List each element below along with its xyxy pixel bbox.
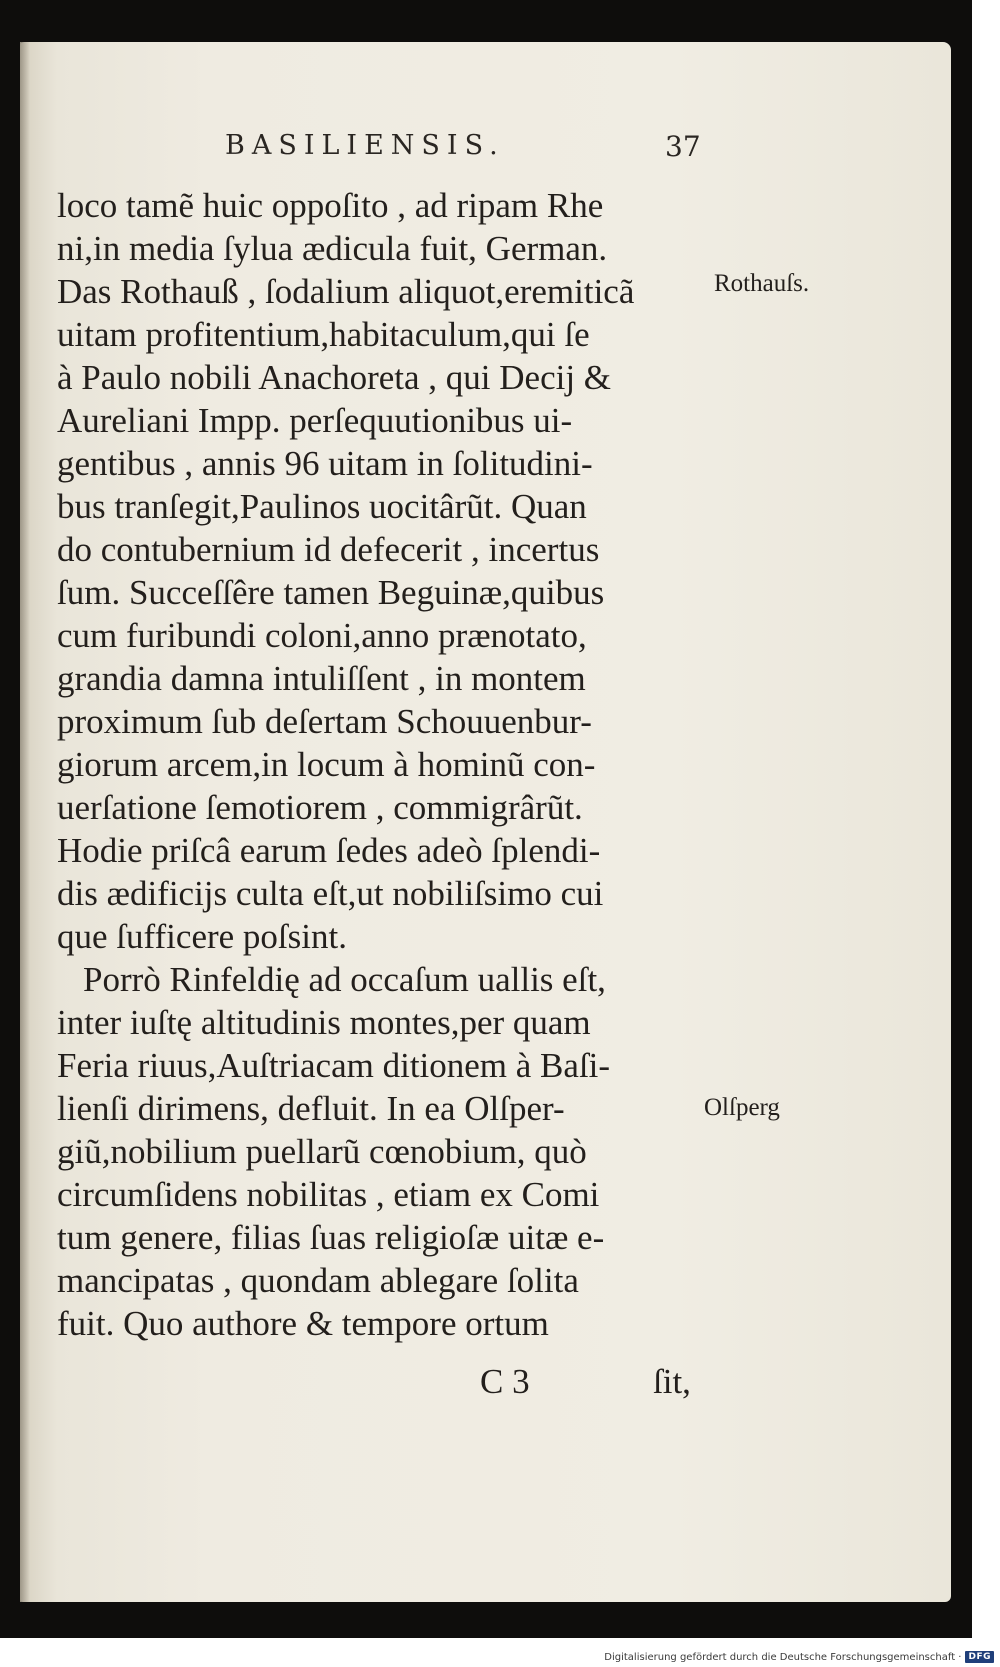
text-line: ni,in media ſylua ædicula fuit, German. [57, 229, 608, 268]
text-line: lienſi dirimens, defluit. In ea Olſper- [57, 1089, 565, 1128]
marginal-note-olsperg: Olſperg [704, 1094, 780, 1121]
text-line: Feria riuus,Auſtriacam ditionem à Baſi- [57, 1046, 611, 1085]
page-gutter-shadow [20, 42, 30, 1602]
text-line: loco tamẽ huic oppoſito , ad ripam Rhe [57, 186, 604, 225]
text-line: uitam profitentium,habitaculum,qui ſe [57, 315, 590, 354]
text-line: Das Rothauß , ſodalium aliquot,eremiticã [57, 272, 635, 311]
text-line: Porrò Rinfeldię ad occaſum uallis eſt, [83, 960, 606, 999]
text-line: fuit. Quo authore & tempore ortum [57, 1304, 549, 1343]
text-line: proximum ſub deſertam Schouuenbur- [57, 702, 592, 741]
running-head: BASILIENSIS. [225, 130, 505, 161]
digitization-credit [604, 1651, 994, 1663]
page-number: 37 [665, 130, 701, 163]
text-line: giorum arcem,in locum à hominũ con- [57, 745, 596, 784]
catchword: ſit, [653, 1362, 691, 1401]
dfg-logo: DFG [965, 1651, 994, 1663]
text-line: Aureliani Impp. perſequutionibus ui- [57, 401, 573, 440]
text-line: inter iuſtę altitudinis montes,per quam [57, 1003, 591, 1042]
book-page [20, 42, 951, 1602]
text-line: Hodie priſcâ earum ſedes adeò ſplendi- [57, 831, 601, 870]
credit-text: Digitalisierung gefördert durch die Deutsche Forschungsgemeinschaft · [604, 1651, 962, 1663]
text-line: dis ædificijs culta eſt,ut nobiliſsimo cui [57, 874, 604, 913]
text-line: à Paulo nobili Anachoreta , qui Decij & [57, 358, 612, 397]
signature-mark: C 3 [480, 1362, 530, 1401]
text-line: cum furibundi coloni,anno prænotato, [57, 616, 587, 655]
text-line: uerſatione ſemotiorem , commigrârũt. [57, 788, 583, 827]
text-line: que ſufficere poſsint. [57, 917, 347, 956]
text-line: giũ,nobilium puellarũ cœnobium, quò [57, 1132, 587, 1171]
text-line: ſum. Succeſſêre tamen Beguinæ,quibus [57, 573, 605, 612]
text-line: bus tranſegit,Paulinos uocitârũt. Quan [57, 487, 587, 526]
text-line: grandia damna intuliſſent , in montem [57, 659, 586, 698]
text-line: do contubernium id defecerit , incertus [57, 530, 600, 569]
text-line: gentibus , annis 96 uitam in ſolitudini- [57, 444, 593, 483]
text-line: mancipatas , quondam ablegare ſolita [57, 1261, 579, 1300]
text-line: circumſidens nobilitas , etiam ex Comi [57, 1175, 600, 1214]
text-line: tum genere, filias ſuas religioſæ uitæ e- [57, 1218, 605, 1257]
body-text [57, 184, 729, 1345]
marginal-note-rothauss: Rothauſs. [714, 270, 810, 297]
